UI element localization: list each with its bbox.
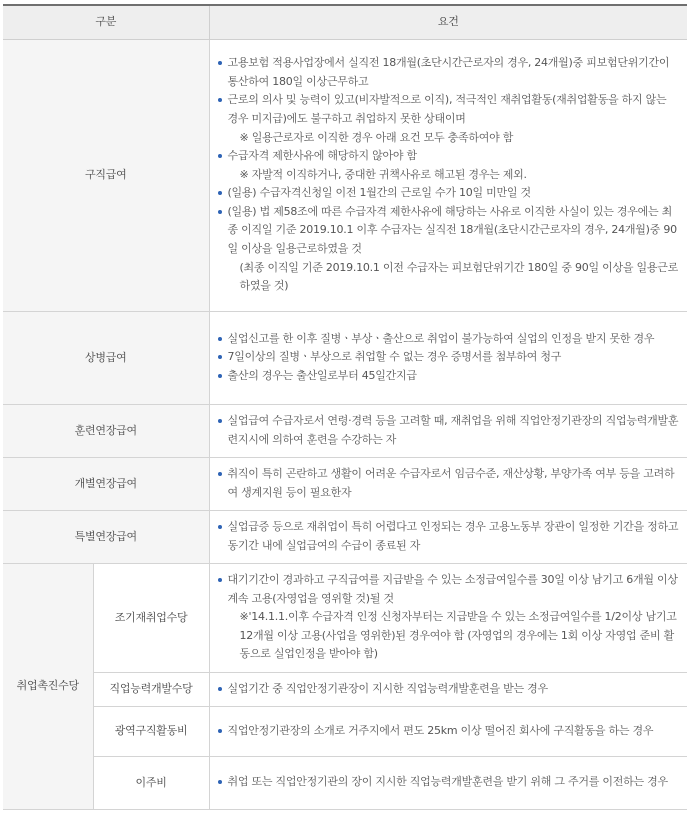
requirement-item: [216, 412, 679, 449]
table-row: [3, 40, 687, 312]
requirements-cell: [209, 40, 687, 312]
requirement-text: 실업급증 등으로 재취업이 특히 어렵다고 인정되는 경우 고용노동부 장관이 일정한 기간을 정하고 동기간 내에 실업급여의 수급이 종료된 자: [227, 519, 679, 552]
subcategory-cell: 이주비: [93, 757, 209, 810]
table-row: [3, 511, 687, 564]
requirement-list: [216, 54, 679, 296]
requirements-cell: [209, 312, 687, 405]
requirement-item: [216, 722, 679, 741]
subcategory-cell: 직업능력개발수당: [93, 673, 209, 707]
requirement-text: 실업기간 중 직업안정기관장이 지시한 직업능력개발훈련을 받는 경우: [227, 681, 548, 695]
requirement-item: [216, 680, 679, 699]
subcategory-cell: 조기재취업수당: [93, 564, 209, 673]
requirement-text: 실업급여 수급자로서 연령·경력 등을 고려할 때, 재취업을 위해 직업안정기관장의 직업능력개발훈련지시에 의하여 훈련을 수강하는 자: [227, 413, 679, 446]
table-row: [3, 673, 687, 707]
requirement-list: [216, 518, 679, 555]
header-requirements: 요건: [209, 5, 687, 40]
requirement-list: [216, 465, 679, 502]
table-body: [3, 40, 687, 810]
requirement-list: [216, 412, 679, 449]
subcategory-cell: 광역구직활동비: [93, 707, 209, 757]
requirement-text: 수급자격 제한사유에 해당하지 않아야 함: [227, 149, 417, 163]
category-cell: 훈련연장급여: [3, 405, 209, 458]
requirement-note: ※'14.1.1.이후 수급자격 인정 신청자부터는 지급받을 수 있는 소정급여일수를 1/2이상 남기고 12개월 이상 고용(사업을 영위한)된 경우여야 함 (자영업의 경우에는 1회 이상 자영업 준비 활동으로 실업인정을 받아야 함): [239, 610, 677, 661]
requirement-text: 실업신고를 한 이후 질병ㆍ부상ㆍ출산으로 취업이 불가능하여 실업의 인정을 받지 못한 경우: [227, 331, 655, 345]
category-cell: 특별연장급여: [3, 511, 209, 564]
requirement-text: (일용) 수급자격신청일 이전 1월간의 근로일 수가 10일 미만일 것: [227, 186, 531, 200]
requirement-item: [216, 147, 679, 184]
requirement-list: [216, 773, 679, 792]
requirement-item: [216, 54, 679, 91]
group-category-cell: 취업촉진수당: [3, 564, 93, 810]
requirement-list: [216, 330, 679, 386]
requirement-item: [216, 571, 679, 664]
requirement-note: ※ 자발적 이직하거나, 중대한 귀책사유로 해고된 경우는 제외.: [239, 167, 527, 181]
requirements-cell: [209, 511, 687, 564]
requirement-text: 근로의 의사 및 능력이 있고(비자발적으로 이직), 적극적인 재취업활동(재취업활동을 하지 않는 경우 미지급)에도 불구하고 취업하지 못한 상태이며: [227, 93, 667, 125]
requirements-cell: [209, 405, 687, 458]
table-row: [3, 405, 687, 458]
requirement-item: [216, 330, 679, 349]
requirement-item: [216, 184, 679, 203]
requirement-item: [216, 91, 679, 147]
category-cell: 상병급여: [3, 312, 209, 405]
header-category: 구분: [3, 5, 209, 40]
requirements-cell: [209, 707, 687, 757]
requirement-item: [216, 348, 679, 367]
requirement-item: [216, 367, 679, 386]
requirement-text: (일용) 법 제58조에 따른 수급자격 제한사유에 해당하는 사유로 이직한 사실이 있는 경우에는 최종 이직일 기준 2019.10.1 이후 수급자는 실직전 18개월(초단시간근로자의 경우, 24개월)중 90일 이상을 일용근로하였을 것: [227, 204, 677, 256]
requirement-list: [216, 722, 679, 741]
requirement-item: [216, 203, 679, 296]
requirement-list: [216, 571, 679, 664]
table-row: [3, 757, 687, 810]
requirement-text: 직업안정기관장의 소개로 거주지에서 편도 25km 이상 떨어진 회사에 구직활동을 하는 경우: [227, 723, 654, 737]
requirement-text: 7일이상의 질병ㆍ부상으로 취업할 수 없는 경우 증명서를 첨부하여 청구: [227, 350, 562, 364]
requirements-cell: [209, 673, 687, 707]
requirement-text: 고용보험 적용사업장에서 실직전 18개월(초단시간근로자의 경우, 24개월)중 피보험단위기간이 통산하여 180일 이상근무하고: [227, 56, 670, 88]
requirement-text: 대기기간이 경과하고 구직급여를 지급받을 수 있는 소정급여일수를 30일 이상 남기고 6개월 이상 계속 고용(자영업을 영위할 것)될 것: [227, 573, 678, 605]
requirement-list: [216, 680, 679, 699]
requirements-cell: [209, 564, 687, 673]
table-row: [3, 312, 687, 405]
table-row: [3, 707, 687, 757]
requirement-note: ※ 일용근로자로 이직한 경우 아래 요건 모두 충족하여야 함: [239, 130, 514, 144]
requirement-item: [216, 773, 679, 792]
requirement-item: [216, 465, 679, 502]
category-cell: 개별연장급여: [3, 458, 209, 511]
requirements-cell: [209, 757, 687, 810]
requirement-text: 취업 또는 직업안정기관의 장이 지시한 직업능력개발훈련을 받기 위해 그 주거를 이전하는 경우: [227, 775, 668, 789]
requirements-table: [3, 4, 687, 810]
category-cell: 구직급여: [3, 40, 209, 312]
table-header-row: [3, 5, 687, 40]
requirements-cell: [209, 458, 687, 511]
table-row: [3, 458, 687, 511]
requirement-note: (최종 이직일 기준 2019.10.1 이전 수급자는 피보험단위기간 180일 중 90일 이상을 일용근로하였을 것): [239, 260, 679, 293]
table-row: [3, 564, 687, 673]
requirement-text: 취직이 특히 곤란하고 생활이 어려운 수급자로서 임금수준, 재산상황, 부양가족 여부 등을 고려하여 생계지원 등이 필요한자: [227, 466, 675, 499]
requirement-item: [216, 518, 679, 555]
requirement-text: 출산의 경우는 출산일로부터 45일간지급: [227, 368, 417, 382]
